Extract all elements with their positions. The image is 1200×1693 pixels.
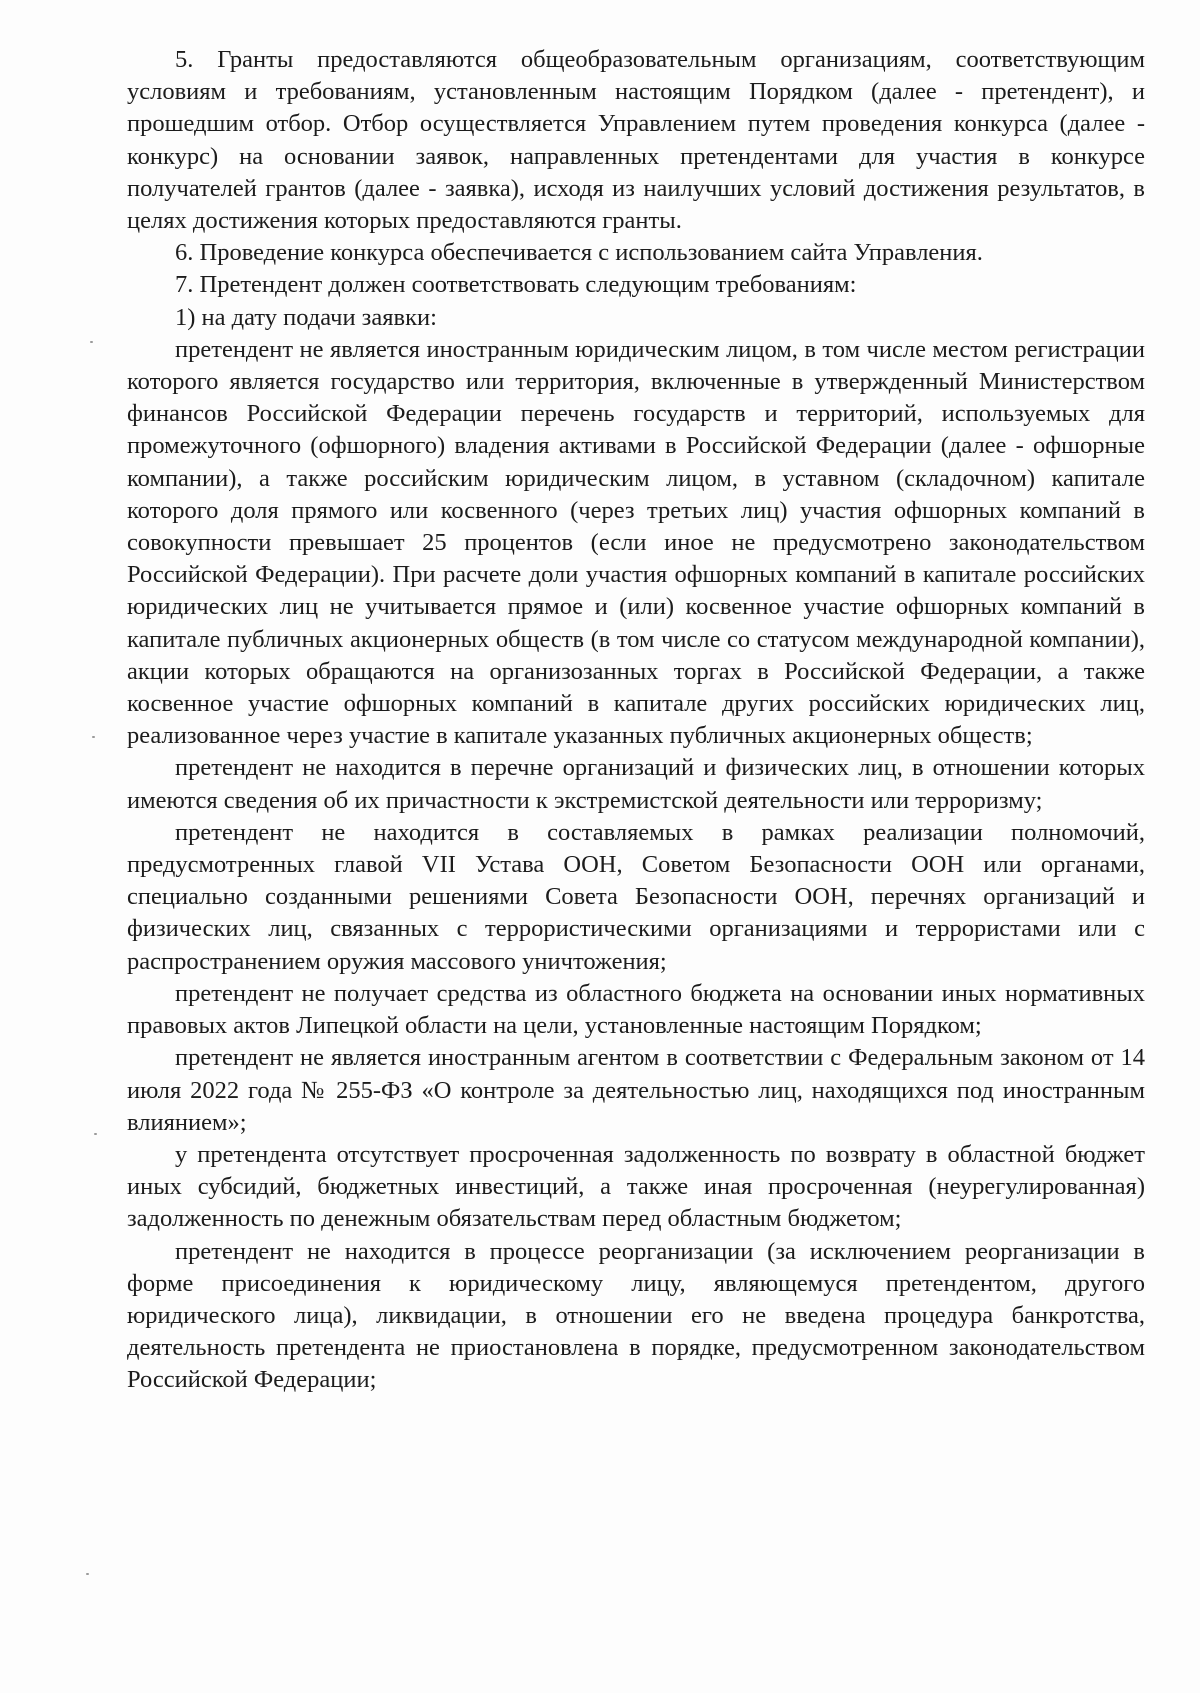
requirement-no-other-budget-funds: претендент не получает средства из областного бюджета на основании иных нормативных правовых актов Липецкой области на цели, установленные настоящим Порядком;	[127, 979, 1145, 1040]
scan-speck	[94, 1133, 97, 1135]
subitem-1-application-date: 1) на дату подачи заявки:	[175, 303, 437, 331]
requirement-not-extremist-list: претендент не находится в перечне организаций и физических лиц, в отношении которых имеются сведения об их причастности к экстремистской деятельности или терроризму;	[127, 754, 1145, 814]
requirement-no-overdue-debt: у претендента отсутствует просроченная задолженность по возврату в областной бюджет иных субсидий, бюджетных инвестиций, а также иная просроченная (неурегулированная) задолженность по денежным обязательствам перед областным бюджетом;	[127, 1140, 1145, 1233]
scan-speck	[92, 736, 95, 738]
scan-speck	[86, 1573, 89, 1575]
requirement-not-foreign-agent: претендент не является иностранным агентом в соответствии с Федеральным законом от 14 июля 2022 года № 255-ФЗ «О контроле за деятельностью лиц, находящихся под иностранным влиянием»;	[127, 1044, 1145, 1136]
paragraph-5-grants: 5. Гранты предоставляются общеобразовательным организациям, соответствующим условиям и требованиям, установленным настоящим Порядком (далее - претендент), и прошедшим отбор. Отбор осуществляется Управлением путем проведения конкурса (далее - конкурс) на основании заявок, направленных претендентами для участия в конкурсе получателей грантов (далее - заявка), исходя из наилучших условий достижения результатов, в целях достижения которых предоставляются гранты.	[127, 46, 1145, 235]
requirement-not-in-reorganization: претендент не находится в процессе реорганизации (за исключением реорганизации в форме присоединения к юридическому лицу, являющемуся претендентом, другого юридического лица), ликвидации, в отношении его не введена процедура банкротства, деятельность претендента не приостановлена в порядке, предусмотренном законодательством Российской Федерации;	[127, 1237, 1145, 1394]
paragraph-6-competition-site: 6. Проведение конкурса обеспечивается с использованием сайта Управления.	[175, 239, 983, 267]
requirement-not-foreign-entity: претендент не является иностранным юридическим лицом, в том числе местом регистрации которого является государство или территория, включенные в утвержденный Министерством финансов Российской Федерации перечень государств и территорий, используемых для промежуточного (офшорного) владения активами в Российской Федерации (далее - офшорные компании), а также российским юридическим лицом, в уставном (складочном) капитале которого доля прямого или косвенного (через третьих лиц) участия офшорных компаний в совокупности превышает 25 процентов (если иное не предусмотрено законодательством Российской Федерации). При расчете доли участия офшорных компаний в капитале российских юридических лиц не учитывается прямое и (или) косвенное участие офшорных компаний в капитале публичных акционерных обществ (в том числе со статусом международной компании), акции которых обращаются на организозанных торгах в Российской Федерации, а также косвенное участие офшорных компаний в капитале других российских юридических лиц, реализованное через участие в капитале указанных публичных акционерных обществ;	[127, 335, 1145, 750]
requirement-not-un-sanctions-list: претендент не находится в составляемых в рамках реализации полномочий, предусмотренных главой VII Устава ООН, Советом Безопасности ООН или органами, специально созданными решениями Совета Безопасности ООН, перечнях организаций и физических лиц, связанных с террористическими организациями и террористами или с распространением оружия массового уничтожения;	[127, 818, 1145, 975]
paragraph-7-requirements: 7. Претендент должен соответствовать следующим требованиям:	[175, 271, 857, 299]
scan-speck	[90, 341, 93, 343]
document-body	[127, 44, 1145, 1397]
